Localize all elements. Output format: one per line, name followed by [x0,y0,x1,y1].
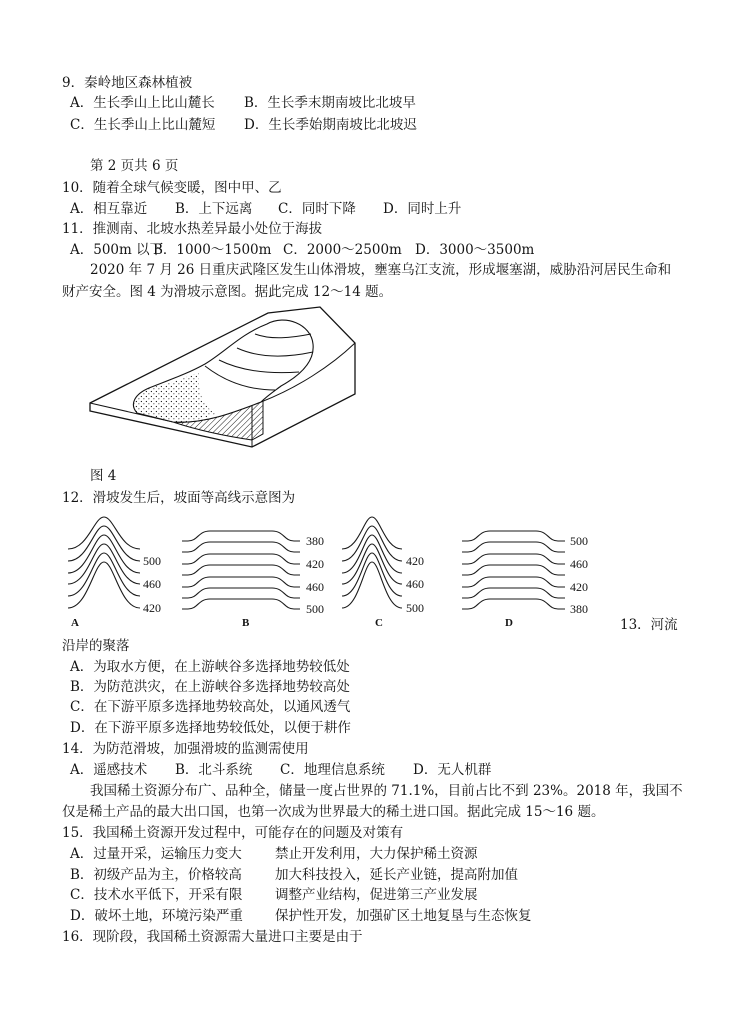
q9-stem: 9．秦岭地区森林植被 [62,75,193,91]
contour-line [68,553,140,596]
q10-option-d: D．同时上升 [383,201,462,217]
contour-panel-c [342,517,424,629]
q13-stem-part1: 13．河流 [620,617,678,633]
q16-stem: 16．现阶段，我国稀土资源需大量进口主要是由于 [62,929,363,945]
contour-line [462,554,565,564]
contour-label: 420 [570,580,588,594]
contour-label: 420 [143,601,161,615]
contour-line [68,535,140,573]
contour-panel-d [462,531,588,629]
contour-line [462,542,565,552]
panel-letter-c: C [375,617,383,629]
q11-stem: 11．推测南、北坡水热差异最小处位于海拔 [62,221,323,237]
contour-label: 500 [570,534,588,548]
contour-line [462,531,565,541]
q15-option-c-problem: C．技术水平低下，开采有限 [70,887,243,903]
contour-options-figure [60,510,620,635]
q14-option-c: C．地理信息系统 [280,762,385,778]
q13-option-b: B．为防范洪灾，在上游峡谷多选择地势较高处 [70,679,350,695]
contour-line [342,544,402,584]
q15-option-b-measure: 加大科技投入，延长产业链，提高附加值 [275,867,518,883]
contour-label: 460 [570,557,588,571]
q13-option-c: C．在下游平原多选择地势较高处，以通风透气 [70,699,351,715]
contour-label: 500 [306,602,324,616]
contour-line [342,535,402,573]
q15-option-b-problem: B．初级产品为主，价格较高 [70,867,242,883]
landslide-passage-line1: 2020 年 7 月 26 日重庆武隆区发生山体滑坡，壅塞乌江支流，形成堰塞湖，威胁沿河居民生命和 [90,262,672,278]
contour-label: 420 [406,554,424,568]
page-number-footer: 第 2 页共 6 页 [90,158,179,174]
rare-earth-passage-line2: 仅是稀土产品的最大出口国，也第一次成为世界最大的稀土进口国。据此完成 15～16 题。 [62,804,605,820]
landslide-diagram [85,300,360,450]
q12-stem: 12．滑坡发生后，坡面等高线示意图为 [62,490,296,506]
q14-option-a: A．遥感技术 [70,762,148,778]
panel-letter-b: B [242,617,250,629]
contour-label: 380 [570,602,588,616]
q14-stem: 14．为防范滑坡，加强滑坡的监测需使用 [62,741,309,757]
contour-label: 500 [406,601,424,615]
q11-option-a: A．500m 以下 [70,242,164,258]
contour-line [68,544,140,584]
landslide-passage-line2: 财产安全。图 4 为滑坡示意图。据此完成 12～14 题。 [62,284,393,300]
contour-line [182,542,300,552]
contour-label: 500 [143,554,161,568]
contour-line [182,565,300,575]
contour-line [182,577,300,587]
figure4-caption: 图 4 [90,468,117,484]
q15-option-a-problem: A．过量开采，运输压力变大 [70,846,242,862]
q10-option-a: A．相互靠近 [70,201,148,217]
q10-option-b: B．上下远离 [175,201,253,217]
contour-line [462,577,565,587]
contour-label: 420 [306,557,324,571]
q15-option-d-measure: 保护性开发，加强矿区土地复垦与生态恢复 [275,908,532,924]
q14-option-b: B．北斗系统 [175,762,253,778]
contour-label: 460 [143,577,161,591]
q15-option-d-problem: D．破坏土地，环境污染严重 [70,908,243,924]
contour-label: 380 [306,534,324,548]
q15-option-c-measure: 调整产业结构，促进第三产业发展 [275,887,478,903]
contour-line [462,599,565,609]
panel-letter-d: D [505,617,513,629]
q10-stem: 10．随着全球气候变暖，图中甲、乙 [62,180,282,196]
panel-letter-a: A [71,617,79,629]
q13-stem-part2: 沿岸的聚落 [62,638,130,654]
contour-line [342,553,402,596]
q15-option-a-measure: 禁止开发利用，大力保护稀土资源 [275,846,478,862]
q9-option-c: C．生长季山上比山麓短 [70,117,216,133]
rare-earth-passage-line1: 我国稀土资源分布广、品种全，储量一度占世界的 71.1%，目前占比不到 23%。2018 年，我国不 [90,783,683,799]
q13-option-d: D．在下游平原多选择地势较低处，以便于耕作 [70,720,351,736]
q9-option-b: B．生长季末期南坡比北坡早 [244,95,416,111]
contour-panel-b [182,531,324,629]
contour-line [182,531,300,541]
contour-label: 460 [406,577,424,591]
contour-line [462,588,565,598]
q11-option-d: D．3000～3500m [415,242,535,258]
q15-stem: 15．我国稀土资源开发过程中，可能存在的问题及对策有 [62,825,404,841]
q13-option-a: A．为取水方便，在上游峡谷多选择地势较低处 [70,659,350,675]
contour-label: 460 [306,580,324,594]
contour-panel-a [68,517,161,629]
q11-option-c: C．2000～2500m [283,242,402,258]
q14-option-d: D．无人机群 [413,762,492,778]
contour-line [182,588,300,598]
contour-line [182,599,300,609]
contour-line [462,565,565,575]
q11-option-b: B．1000～1500m [153,242,272,258]
q9-option-d: D．生长季始期南坡比北坡迟 [244,117,417,133]
q10-option-c: C．同时下降 [278,201,356,217]
q9-option-a: A．生长季山上比山麓长 [70,95,215,111]
contour-line [182,554,300,564]
